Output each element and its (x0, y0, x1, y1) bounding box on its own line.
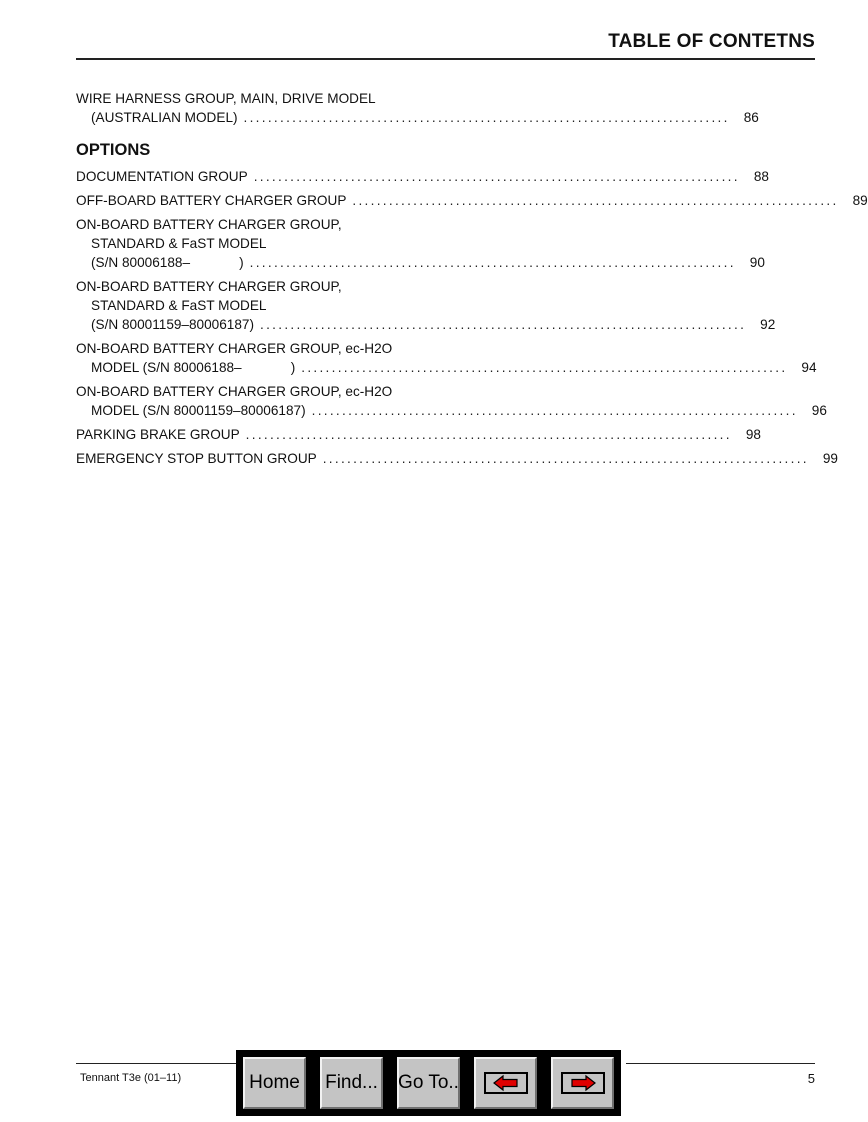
toc-entry[interactable] (76, 382, 827, 420)
dot-leader: ................................................................................ (243, 110, 730, 125)
toc-entry-page-number: 90 (749, 255, 765, 270)
toc-entry-final-line (76, 315, 776, 334)
toc-entry[interactable] (76, 191, 868, 210)
toc-entry[interactable] (76, 167, 769, 186)
page-title: TABLE OF CONTETNS (608, 31, 815, 52)
toc-entry-page-number: 86 (743, 110, 759, 125)
toc-entry[interactable] (76, 425, 761, 444)
toc-entry-title-line: ON-BOARD BATTERY CHARGER GROUP, ec-H2O (76, 384, 393, 399)
toc-entry[interactable] (76, 339, 817, 377)
toc-entry-title-line: MODEL (S/N 80006188– ) (91, 360, 296, 375)
next-page-button[interactable] (545, 1051, 620, 1115)
arrow-right-icon (561, 1072, 605, 1094)
toc-entry-final-line (76, 449, 838, 468)
footer-rule-left (76, 1063, 238, 1064)
toc-entry-final-line (76, 401, 827, 420)
toc-entry-title-line: WIRE HARNESS GROUP, MAIN, DRIVE MODEL (76, 91, 376, 106)
toc-entry-page-number: 92 (760, 317, 776, 332)
arrow-left-icon (484, 1072, 528, 1094)
dot-leader: ................................................................................ (311, 403, 798, 418)
toc-entries (76, 167, 868, 468)
footer-page-number: 5 (807, 1071, 815, 1086)
toc-entry-title-line: (S/N 80001159–80006187) (91, 317, 255, 332)
toc-entry-page-number: 88 (753, 169, 769, 184)
toc-entry-title-line: DOCUMENTATION GROUP (76, 169, 248, 184)
dot-leader: ................................................................................ (260, 317, 747, 332)
home-button[interactable] (237, 1051, 312, 1115)
toc-entry-title-line: STANDARD & FaST MODEL (91, 236, 267, 251)
toc-entry-final-line (76, 108, 759, 127)
find-button[interactable] (314, 1051, 389, 1115)
dot-leader: ................................................................................ (245, 427, 732, 442)
toc-entry-title-line: OFF-BOARD BATTERY CHARGER GROUP (76, 193, 347, 208)
toc-entry-page-number: 98 (745, 427, 761, 442)
toc-entry[interactable] (76, 449, 838, 468)
toc-entry-title-line: ON-BOARD BATTERY CHARGER GROUP, ec-H2O (76, 341, 393, 356)
goto-button[interactable] (391, 1051, 466, 1115)
toc-entry-page-number: 96 (811, 403, 827, 418)
previous-page-button[interactable] (468, 1051, 543, 1115)
goto-button-label: Go To.. (398, 1072, 459, 1093)
toc-entry-title-line: (S/N 80006188– ) (91, 255, 244, 270)
toc-entry-title-line: MODEL (S/N 80001159–80006187) (91, 403, 306, 418)
toc-entry-title-line: PARKING BRAKE GROUP (76, 427, 240, 442)
toc-entry[interactable] (76, 215, 765, 272)
toc-entry-page-number: 94 (801, 360, 817, 375)
toc-top-entries (76, 89, 759, 127)
title-rule (76, 58, 815, 60)
home-button-label: Home (249, 1072, 300, 1093)
toc-entry-title-line: ON-BOARD BATTERY CHARGER GROUP, (76, 279, 342, 294)
dot-leader: ................................................................................ (249, 255, 736, 270)
toc-entry[interactable] (76, 89, 759, 127)
toc-entry-title-line: STANDARD & FaST MODEL (91, 298, 267, 313)
section-heading-options: OPTIONS (76, 141, 151, 159)
table-of-contents (76, 89, 868, 473)
toc-entry-final-line (76, 253, 765, 272)
toc-entry-title-line: EMERGENCY STOP BUTTON GROUP (76, 451, 317, 466)
toc-entry[interactable] (76, 277, 776, 334)
toc-entry-final-line (76, 167, 769, 186)
footer-document-id: Tennant T3e (01–11) (80, 1072, 182, 1084)
find-button-label: Find... (325, 1072, 378, 1093)
dot-leader: ................................................................................ (322, 451, 809, 466)
dot-leader: ................................................................................ (352, 193, 839, 208)
toc-entry-final-line (76, 191, 868, 210)
navigation-bar (237, 1051, 622, 1119)
dot-leader: ................................................................................ (301, 360, 788, 375)
toc-entry-final-line (76, 358, 817, 377)
toc-entry-title-line: (AUSTRALIAN MODEL) (91, 110, 238, 125)
toc-entry-page-number: 99 (822, 451, 838, 466)
toc-entry-title-line: ON-BOARD BATTERY CHARGER GROUP, (76, 217, 342, 232)
toc-entry-page-number: 89 (852, 193, 868, 208)
toc-entry-final-line (76, 425, 761, 444)
dot-leader: ................................................................................ (253, 169, 740, 184)
footer-rule-right (626, 1063, 815, 1064)
